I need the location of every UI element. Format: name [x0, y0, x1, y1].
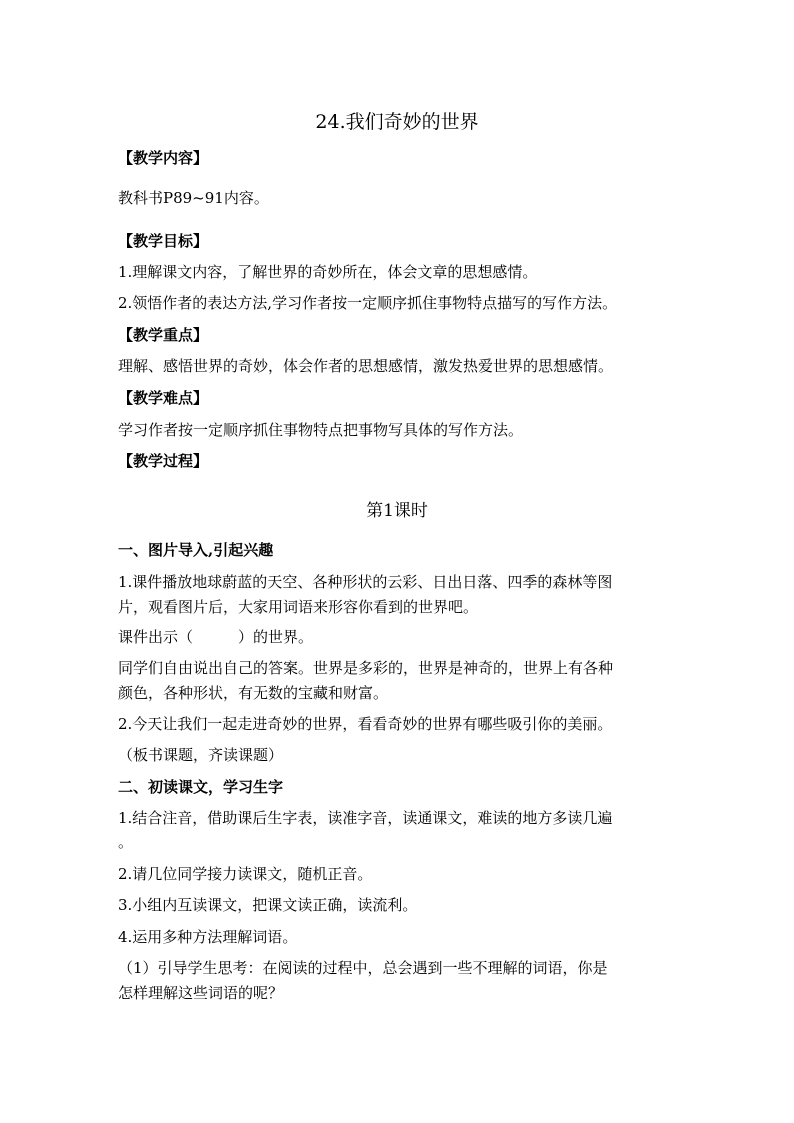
heading-teaching-process: 【教学过程】	[118, 452, 209, 470]
paragraph-3-line-1: 同学们自由说出自己的答案。世界是多彩的，世界是神奇的，世界上有各种	[118, 659, 614, 677]
paragraph-7: 2.请几位同学接力读课文，随机正音。	[118, 865, 373, 883]
paragraph-content: 教科书P89~91内容。	[118, 189, 269, 207]
paragraph-9: 4.运用多种方法理解词语。	[118, 928, 298, 946]
lesson-title: 第1课时	[366, 501, 428, 521]
paragraph-4: 2.今天让我们一起走进奇妙的世界，看看奇妙的世界有哪些吸引你的美丽。	[118, 715, 613, 733]
section-heading-2: 二、初读课文，学习生字	[118, 778, 284, 796]
heading-teaching-content: 【教学内容】	[118, 149, 209, 167]
paragraph-key: 理解、感悟世界的奇妙，体会作者的思想感情，激发热爱世界的思想感情。	[118, 357, 614, 375]
paragraph-goal-2: 2.领悟作者的表达方法,学习作者按一定顺序抓住事物特点描写的写作方法。	[118, 294, 618, 312]
paragraph-goal-1: 1.理解课文内容，了解世界的奇妙所在，体会文章的思想感情。	[118, 263, 538, 281]
paragraph-6-line-2: 。	[118, 833, 134, 851]
heading-teaching-goal: 【教学目标】	[118, 232, 209, 250]
paragraph-5: （板书课题，齐读课题）	[118, 746, 284, 764]
paragraph-1-line-2: 片，观看图片后，大家用词语来形容你看到的世界吧。	[118, 598, 479, 616]
heading-teaching-key: 【教学重点】	[118, 326, 209, 344]
paragraph-8: 3.小组内互读课文，把课文读正确，读流利。	[118, 896, 418, 914]
paragraph-1-line-1: 1.课件播放地球蔚蓝的天空、各种形状的云彩、日出日落、四季的森林等图	[118, 573, 613, 591]
document-title: 24.我们奇妙的世界	[315, 111, 479, 133]
paragraph-10-line-1: （1）引导学生思考：在阅读的过程中，总会遇到一些不理解的词语，你是	[118, 959, 608, 977]
paragraph-3-line-2: 颜色，各种形状，有无数的宝藏和财富。	[118, 684, 389, 702]
paragraph-2: 课件出示（ ）的世界。	[118, 628, 314, 646]
paragraph-6-line-1: 1.结合注音，借助课后生字表，读准字音，读通课文，难读的地方多读几遍	[118, 809, 613, 827]
heading-teaching-difficulty: 【教学难点】	[118, 389, 209, 407]
paragraph-difficulty: 学习作者按一定顺序抓住事物特点把事物写具体的写作方法。	[118, 421, 524, 439]
section-heading-1: 一、图片导入,引起兴趣	[118, 541, 274, 559]
paragraph-10-line-2: 怎样理解这些词语的呢？	[118, 984, 284, 1002]
